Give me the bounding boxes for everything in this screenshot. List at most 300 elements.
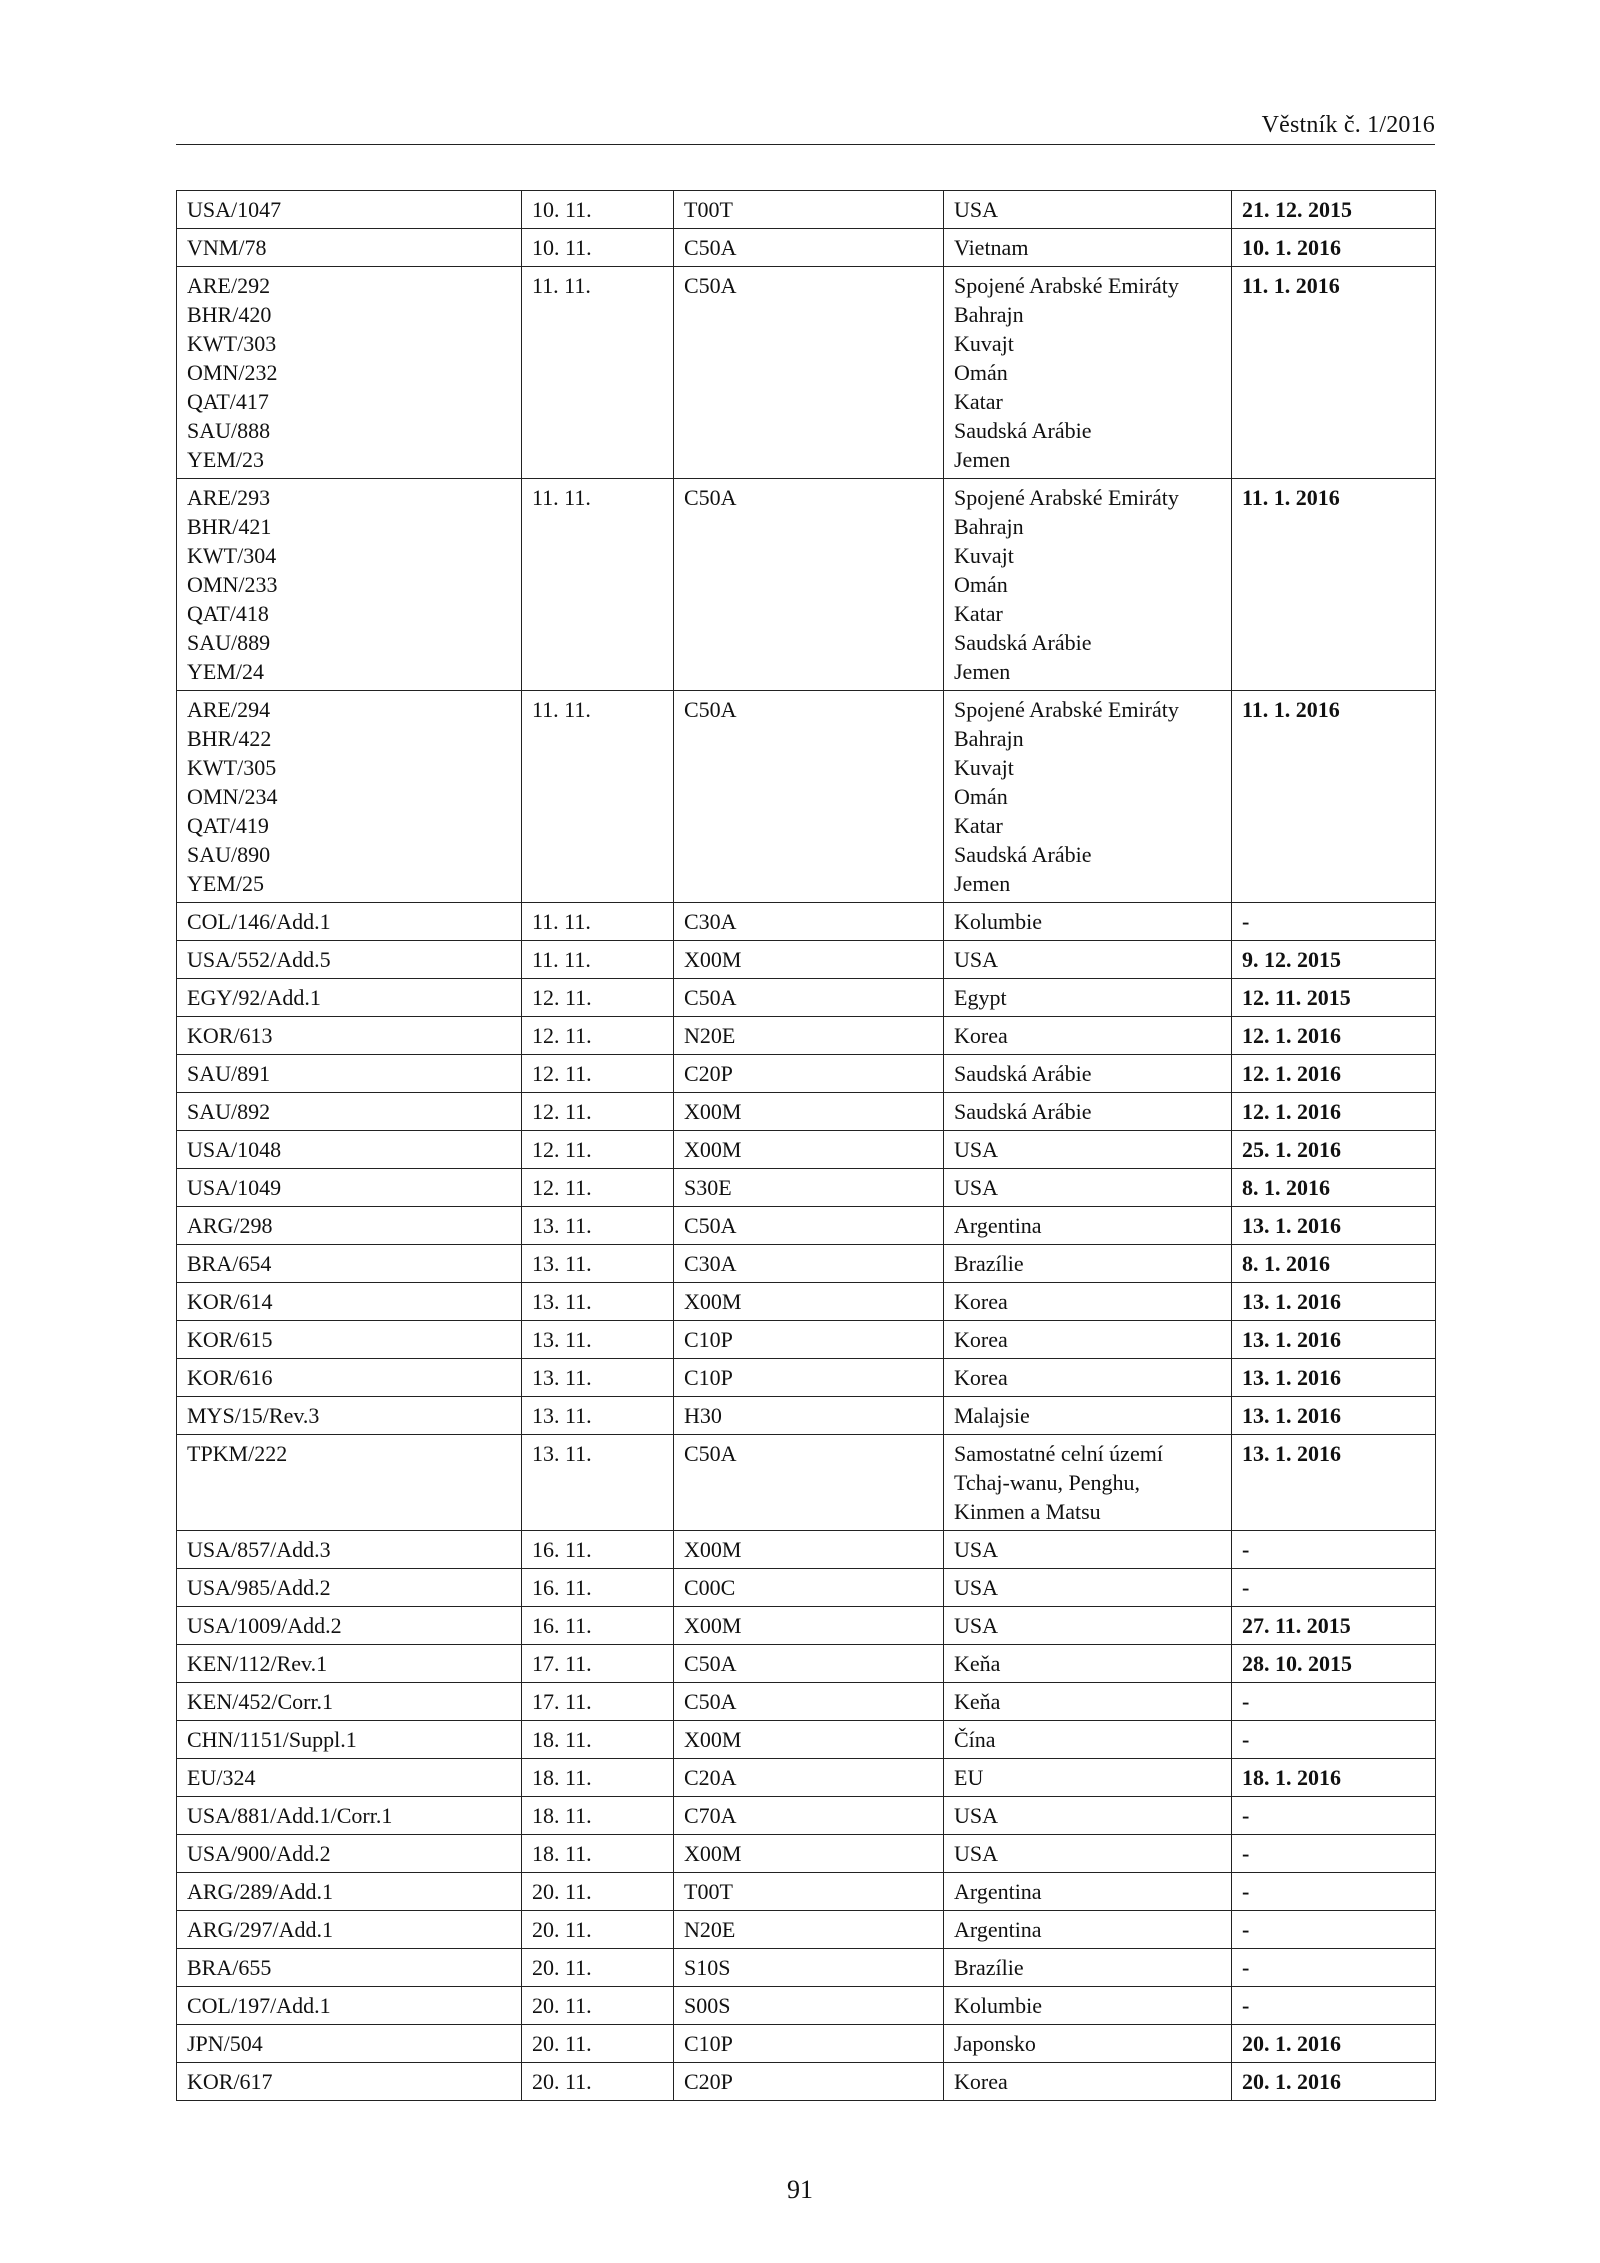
member-name: USA	[954, 1841, 999, 1866]
distribution-date-cell: 20. 11.	[522, 2025, 674, 2063]
distribution-date-cell: 12. 11.	[522, 1131, 674, 1169]
document-symbol: KWT/305	[187, 755, 277, 780]
document-symbol-cell	[177, 903, 522, 941]
member-name: Saudská Arábie	[954, 418, 1092, 443]
distribution-date-cell: 12. 11.	[522, 1055, 674, 1093]
member-cell	[944, 1093, 1232, 1131]
table-row	[177, 1531, 1436, 1569]
subject-code-cell: X00M	[674, 1131, 944, 1169]
table-row	[177, 1645, 1436, 1683]
document-symbol: SAU/890	[187, 842, 271, 867]
document-symbol: QAT/419	[187, 813, 269, 838]
member-name: USA	[954, 1803, 999, 1828]
comment-deadline-cell: 8. 1. 2016	[1232, 1169, 1436, 1207]
document-symbol: ARE/292	[187, 273, 271, 298]
table-row	[177, 1321, 1436, 1359]
table-row	[177, 1683, 1436, 1721]
document-symbol-cell	[177, 1797, 522, 1835]
member-cell	[944, 2025, 1232, 2063]
table-row	[177, 1055, 1436, 1093]
document-symbol-cell	[177, 191, 522, 229]
document-symbol: OMN/232	[187, 360, 278, 385]
comment-deadline-cell: -	[1232, 1569, 1436, 1607]
document-symbol-cell	[177, 1055, 522, 1093]
subject-code-cell: C00C	[674, 1569, 944, 1607]
comment-deadline-cell: -	[1232, 1911, 1436, 1949]
subject-code-cell: C50A	[674, 1645, 944, 1683]
table-row	[177, 1283, 1436, 1321]
subject-code-cell: T00T	[674, 1873, 944, 1911]
subject-code-cell: X00M	[674, 1835, 944, 1873]
distribution-date-cell: 13. 11.	[522, 1207, 674, 1245]
document-symbol: KOR/616	[187, 1365, 273, 1390]
member-cell	[944, 1531, 1232, 1569]
document-symbol: ARG/298	[187, 1213, 273, 1238]
comment-deadline-cell: 13. 1. 2016	[1232, 1435, 1436, 1531]
document-symbol-cell	[177, 1169, 522, 1207]
publication-title: Věstník č. 1/2016	[1261, 112, 1435, 138]
table-row	[177, 1835, 1436, 1873]
table-row	[177, 903, 1436, 941]
member-name: Kuvajt	[954, 543, 1014, 568]
document-symbol-cell	[177, 979, 522, 1017]
table-row	[177, 1949, 1436, 1987]
comment-deadline-cell: -	[1232, 1987, 1436, 2025]
subject-code-cell: X00M	[674, 941, 944, 979]
distribution-date-cell: 18. 11.	[522, 1835, 674, 1873]
comment-deadline-cell: 12. 1. 2016	[1232, 1055, 1436, 1093]
table-row	[177, 941, 1436, 979]
comment-deadline-cell: 13. 1. 2016	[1232, 1397, 1436, 1435]
member-name: USA	[954, 947, 999, 972]
member-cell	[944, 267, 1232, 479]
document-symbol: SAU/892	[187, 1099, 271, 1124]
member-cell	[944, 1607, 1232, 1645]
document-symbol: BHR/421	[187, 514, 272, 539]
member-cell	[944, 1131, 1232, 1169]
document-symbol: BHR/420	[187, 302, 272, 327]
table-row	[177, 479, 1436, 691]
comment-deadline-cell: 27. 11. 2015	[1232, 1607, 1436, 1645]
member-name: Spojené Arabské Emiráty	[954, 485, 1179, 510]
document-symbol: BHR/422	[187, 726, 272, 751]
member-name: EU	[954, 1765, 984, 1790]
document-symbol: USA/1048	[187, 1137, 282, 1162]
member-name: USA	[954, 1613, 999, 1638]
document-symbol: YEM/24	[187, 659, 264, 684]
document-symbol: COL/197/Add.1	[187, 1993, 331, 2018]
subject-code-cell: S00S	[674, 1987, 944, 2025]
member-name: Bahrajn	[954, 302, 1024, 327]
member-name: Saudská Arábie	[954, 842, 1092, 867]
subject-code-cell: C50A	[674, 267, 944, 479]
subject-code-cell: C50A	[674, 479, 944, 691]
document-symbol-cell	[177, 1093, 522, 1131]
document-symbol-cell	[177, 1645, 522, 1683]
member-name: Kolumbie	[954, 1993, 1042, 2018]
member-cell	[944, 1435, 1232, 1531]
table-row	[177, 1759, 1436, 1797]
member-name: Omán	[954, 572, 1008, 597]
distribution-date-cell: 18. 11.	[522, 1797, 674, 1835]
distribution-date-cell: 12. 11.	[522, 1017, 674, 1055]
distribution-date-cell: 12. 11.	[522, 979, 674, 1017]
document-symbol: EGY/92/Add.1	[187, 985, 321, 1010]
table-row	[177, 1873, 1436, 1911]
document-symbol: KOR/615	[187, 1327, 273, 1352]
table-row	[177, 1207, 1436, 1245]
member-cell	[944, 1721, 1232, 1759]
table-row	[177, 1987, 1436, 2025]
subject-code-cell: C50A	[674, 1683, 944, 1721]
member-name: Egypt	[954, 985, 1007, 1010]
subject-code-cell: C10P	[674, 1359, 944, 1397]
document-symbol-cell	[177, 1759, 522, 1797]
member-cell	[944, 1645, 1232, 1683]
comment-deadline-cell: -	[1232, 1873, 1436, 1911]
document-symbol: KEN/452/Corr.1	[187, 1689, 334, 1714]
member-name: Bahrajn	[954, 726, 1024, 751]
distribution-date-cell: 17. 11.	[522, 1645, 674, 1683]
comment-deadline-cell: -	[1232, 1683, 1436, 1721]
document-symbol-cell	[177, 1721, 522, 1759]
subject-code-cell: C20P	[674, 1055, 944, 1093]
member-cell	[944, 1055, 1232, 1093]
subject-code-cell: C20A	[674, 1759, 944, 1797]
document-symbol-cell	[177, 1397, 522, 1435]
member-cell	[944, 1987, 1232, 2025]
document-symbol: BRA/655	[187, 1955, 272, 1980]
table-row	[177, 1169, 1436, 1207]
member-cell	[944, 941, 1232, 979]
member-cell	[944, 1169, 1232, 1207]
distribution-date-cell: 18. 11.	[522, 1759, 674, 1797]
page-number: 91	[787, 2175, 813, 2204]
member-name: Korea	[954, 1365, 1008, 1390]
distribution-date-cell: 10. 11.	[522, 229, 674, 267]
comment-deadline-cell: -	[1232, 1949, 1436, 1987]
document-symbol-cell	[177, 1435, 522, 1531]
member-name: USA	[954, 1575, 999, 1600]
comment-deadline-cell: 21. 12. 2015	[1232, 191, 1436, 229]
member-name: Korea	[954, 1289, 1008, 1314]
document-symbol: QAT/417	[187, 389, 269, 414]
member-name: Katar	[954, 601, 1003, 626]
document-symbol: USA/881/Add.1/Corr.1	[187, 1803, 393, 1828]
distribution-date-cell: 20. 11.	[522, 1987, 674, 2025]
member-cell	[944, 1245, 1232, 1283]
member-cell	[944, 1759, 1232, 1797]
document-symbol: JPN/504	[187, 2031, 263, 2056]
subject-code-cell: N20E	[674, 1017, 944, 1055]
subject-code-cell: S30E	[674, 1169, 944, 1207]
distribution-date-cell: 11. 11.	[522, 479, 674, 691]
member-name: Jemen	[954, 659, 1011, 684]
comment-deadline-cell: 11. 1. 2016	[1232, 691, 1436, 903]
member-cell	[944, 1949, 1232, 1987]
document-symbol-cell	[177, 1835, 522, 1873]
document-symbol-cell	[177, 691, 522, 903]
document-symbol-cell	[177, 479, 522, 691]
document-symbol: KWT/304	[187, 543, 277, 568]
distribution-date-cell: 18. 11.	[522, 1721, 674, 1759]
member-name: Katar	[954, 389, 1003, 414]
subject-code-cell: C50A	[674, 229, 944, 267]
member-name: Brazílie	[954, 1955, 1024, 1980]
member-cell	[944, 691, 1232, 903]
comment-deadline-cell: 20. 1. 2016	[1232, 2063, 1436, 2101]
member-cell	[944, 2063, 1232, 2101]
member-cell	[944, 229, 1232, 267]
comment-deadline-cell: -	[1232, 1721, 1436, 1759]
member-name: Spojené Arabské Emiráty	[954, 697, 1179, 722]
subject-code-cell: X00M	[674, 1283, 944, 1321]
member-name: Omán	[954, 784, 1008, 809]
document-symbol-cell	[177, 1531, 522, 1569]
document-symbol: USA/857/Add.3	[187, 1537, 331, 1562]
document-symbol-cell	[177, 1207, 522, 1245]
subject-code-cell: X00M	[674, 1531, 944, 1569]
distribution-date-cell: 13. 11.	[522, 1397, 674, 1435]
document-symbol: SAU/889	[187, 630, 271, 655]
document-symbol: TPKM/222	[187, 1441, 288, 1466]
distribution-date-cell: 17. 11.	[522, 1683, 674, 1721]
notifications-table-body	[177, 191, 1436, 2101]
comment-deadline-cell: 13. 1. 2016	[1232, 1283, 1436, 1321]
subject-code-cell: C50A	[674, 1207, 944, 1245]
comment-deadline-cell: -	[1232, 1835, 1436, 1873]
distribution-date-cell: 20. 11.	[522, 2063, 674, 2101]
subject-code-cell: C10P	[674, 1321, 944, 1359]
comment-deadline-cell: 25. 1. 2016	[1232, 1131, 1436, 1169]
member-name: USA	[954, 197, 999, 222]
document-symbol: SAU/888	[187, 418, 271, 443]
member-cell	[944, 479, 1232, 691]
member-name: Tchaj-wanu, Penghu,	[954, 1470, 1141, 1495]
member-cell	[944, 1683, 1232, 1721]
document-symbol: ARG/297/Add.1	[187, 1917, 334, 1942]
distribution-date-cell: 16. 11.	[522, 1531, 674, 1569]
document-symbol: KWT/303	[187, 331, 277, 356]
document-symbol: SAU/891	[187, 1061, 271, 1086]
document-symbol-cell	[177, 1873, 522, 1911]
member-name: Kolumbie	[954, 909, 1042, 934]
member-name: Jemen	[954, 871, 1011, 896]
member-name: Saudská Arábie	[954, 630, 1092, 655]
table-row	[177, 1569, 1436, 1607]
member-name: Malajsie	[954, 1403, 1030, 1428]
table-row	[177, 1245, 1436, 1283]
document-symbol-cell	[177, 1607, 522, 1645]
member-cell	[944, 191, 1232, 229]
table-row	[177, 2025, 1436, 2063]
distribution-date-cell: 16. 11.	[522, 1569, 674, 1607]
member-name: Japonsko	[954, 2031, 1036, 2056]
member-cell	[944, 1911, 1232, 1949]
member-name: Argentina	[954, 1879, 1042, 1904]
comment-deadline-cell: 28. 10. 2015	[1232, 1645, 1436, 1683]
document-symbol-cell	[177, 1987, 522, 2025]
table-row	[177, 691, 1436, 903]
table-row	[177, 191, 1436, 229]
distribution-date-cell: 20. 11.	[522, 1911, 674, 1949]
member-name: Omán	[954, 360, 1008, 385]
document-symbol-cell	[177, 1283, 522, 1321]
member-name: USA	[954, 1175, 999, 1200]
table-row	[177, 1911, 1436, 1949]
table-row	[177, 1797, 1436, 1835]
member-cell	[944, 1397, 1232, 1435]
member-name: Kuvajt	[954, 331, 1014, 356]
document-symbol: EU/324	[187, 1765, 256, 1790]
document-symbol: USA/900/Add.2	[187, 1841, 331, 1866]
comment-deadline-cell: 12. 1. 2016	[1232, 1017, 1436, 1055]
document-symbol: KOR/613	[187, 1023, 273, 1048]
document-symbol: ARE/293	[187, 485, 271, 510]
member-cell	[944, 1321, 1232, 1359]
notifications-table	[176, 190, 1436, 2101]
member-name: Argentina	[954, 1917, 1042, 1942]
member-cell	[944, 1207, 1232, 1245]
subject-code-cell: C50A	[674, 691, 944, 903]
member-cell	[944, 903, 1232, 941]
document-symbol: KOR/617	[187, 2069, 273, 2094]
document-symbol-cell	[177, 1245, 522, 1283]
comment-deadline-cell: 11. 1. 2016	[1232, 267, 1436, 479]
document-symbol-cell	[177, 1321, 522, 1359]
comment-deadline-cell: 12. 11. 2015	[1232, 979, 1436, 1017]
comment-deadline-cell: 11. 1. 2016	[1232, 479, 1436, 691]
member-cell	[944, 1283, 1232, 1321]
subject-code-cell: C50A	[674, 1435, 944, 1531]
comment-deadline-cell: -	[1232, 903, 1436, 941]
comment-deadline-cell: 9. 12. 2015	[1232, 941, 1436, 979]
distribution-date-cell: 11. 11.	[522, 903, 674, 941]
table-row	[177, 1607, 1436, 1645]
member-name: Keňa	[954, 1651, 1001, 1676]
distribution-date-cell: 12. 11.	[522, 1169, 674, 1207]
table-row	[177, 1721, 1436, 1759]
document-symbol: YEM/23	[187, 447, 264, 472]
document-symbol: KEN/112/Rev.1	[187, 1651, 328, 1676]
document-symbol-cell	[177, 2025, 522, 2063]
document-symbol: USA/985/Add.2	[187, 1575, 331, 1600]
document-symbol-cell	[177, 1359, 522, 1397]
table-row	[177, 2063, 1436, 2101]
member-name: Jemen	[954, 447, 1011, 472]
table-row	[177, 1397, 1436, 1435]
member-cell	[944, 1017, 1232, 1055]
member-name: USA	[954, 1137, 999, 1162]
table-row	[177, 229, 1436, 267]
member-name: Keňa	[954, 1689, 1001, 1714]
subject-code-cell: C70A	[674, 1797, 944, 1835]
document-symbol-cell	[177, 1131, 522, 1169]
subject-code-cell: C10P	[674, 2025, 944, 2063]
distribution-date-cell: 12. 11.	[522, 1093, 674, 1131]
member-name: Kinmen a Matsu	[954, 1499, 1101, 1524]
document-symbol: CHN/1151/Suppl.1	[187, 1727, 357, 1752]
table-row	[177, 1093, 1436, 1131]
subject-code-cell: X00M	[674, 1721, 944, 1759]
member-name: Korea	[954, 2069, 1008, 2094]
distribution-date-cell: 13. 11.	[522, 1435, 674, 1531]
comment-deadline-cell: 13. 1. 2016	[1232, 1359, 1436, 1397]
member-cell	[944, 1835, 1232, 1873]
member-name: Brazílie	[954, 1251, 1024, 1276]
document-symbol: OMN/233	[187, 572, 278, 597]
table-row	[177, 267, 1436, 479]
member-name: Korea	[954, 1023, 1008, 1048]
header-divider	[176, 144, 1435, 145]
document-symbol: QAT/418	[187, 601, 269, 626]
distribution-date-cell: 11. 11.	[522, 941, 674, 979]
document-symbol-cell	[177, 1017, 522, 1055]
distribution-date-cell: 11. 11.	[522, 691, 674, 903]
member-cell	[944, 1359, 1232, 1397]
document-symbol: VNM/78	[187, 235, 267, 260]
subject-code-cell: X00M	[674, 1607, 944, 1645]
document-symbol: USA/552/Add.5	[187, 947, 331, 972]
document-symbol-cell	[177, 1569, 522, 1607]
document-symbol: USA/1049	[187, 1175, 282, 1200]
table-row	[177, 1017, 1436, 1055]
subject-code-cell: N20E	[674, 1911, 944, 1949]
comment-deadline-cell: 13. 1. 2016	[1232, 1321, 1436, 1359]
document-symbol: ARG/289/Add.1	[187, 1879, 334, 1904]
subject-code-cell: C30A	[674, 1245, 944, 1283]
document-symbol-cell	[177, 1911, 522, 1949]
table-row	[177, 1359, 1436, 1397]
comment-deadline-cell: 13. 1. 2016	[1232, 1207, 1436, 1245]
distribution-date-cell: 13. 11.	[522, 1359, 674, 1397]
distribution-date-cell: 20. 11.	[522, 1873, 674, 1911]
document-symbol: COL/146/Add.1	[187, 909, 331, 934]
member-name: Bahrajn	[954, 514, 1024, 539]
document-symbol: ARE/294	[187, 697, 271, 722]
distribution-date-cell: 13. 11.	[522, 1245, 674, 1283]
table-row	[177, 1435, 1436, 1531]
distribution-date-cell: 10. 11.	[522, 191, 674, 229]
document-symbol-cell	[177, 267, 522, 479]
member-cell	[944, 1569, 1232, 1607]
comment-deadline-cell: 8. 1. 2016	[1232, 1245, 1436, 1283]
subject-code-cell: T00T	[674, 191, 944, 229]
subject-code-cell: X00M	[674, 1093, 944, 1131]
member-name: Vietnam	[954, 235, 1029, 260]
member-cell	[944, 1797, 1232, 1835]
member-name: Argentina	[954, 1213, 1042, 1238]
subject-code-cell: C20P	[674, 2063, 944, 2101]
comment-deadline-cell: -	[1232, 1797, 1436, 1835]
document-symbol: USA/1009/Add.2	[187, 1613, 342, 1638]
distribution-date-cell: 20. 11.	[522, 1949, 674, 1987]
member-name: Čína	[954, 1727, 996, 1752]
member-name: Saudská Arábie	[954, 1099, 1092, 1124]
document-symbol: BRA/654	[187, 1251, 272, 1276]
member-cell	[944, 1873, 1232, 1911]
distribution-date-cell: 11. 11.	[522, 267, 674, 479]
document-symbol: YEM/25	[187, 871, 264, 896]
member-name: Spojené Arabské Emiráty	[954, 273, 1179, 298]
distribution-date-cell: 13. 11.	[522, 1283, 674, 1321]
member-name: Kuvajt	[954, 755, 1014, 780]
member-name: Saudská Arábie	[954, 1061, 1092, 1086]
member-cell	[944, 979, 1232, 1017]
member-name: USA	[954, 1537, 999, 1562]
subject-code-cell: C50A	[674, 979, 944, 1017]
subject-code-cell: C30A	[674, 903, 944, 941]
